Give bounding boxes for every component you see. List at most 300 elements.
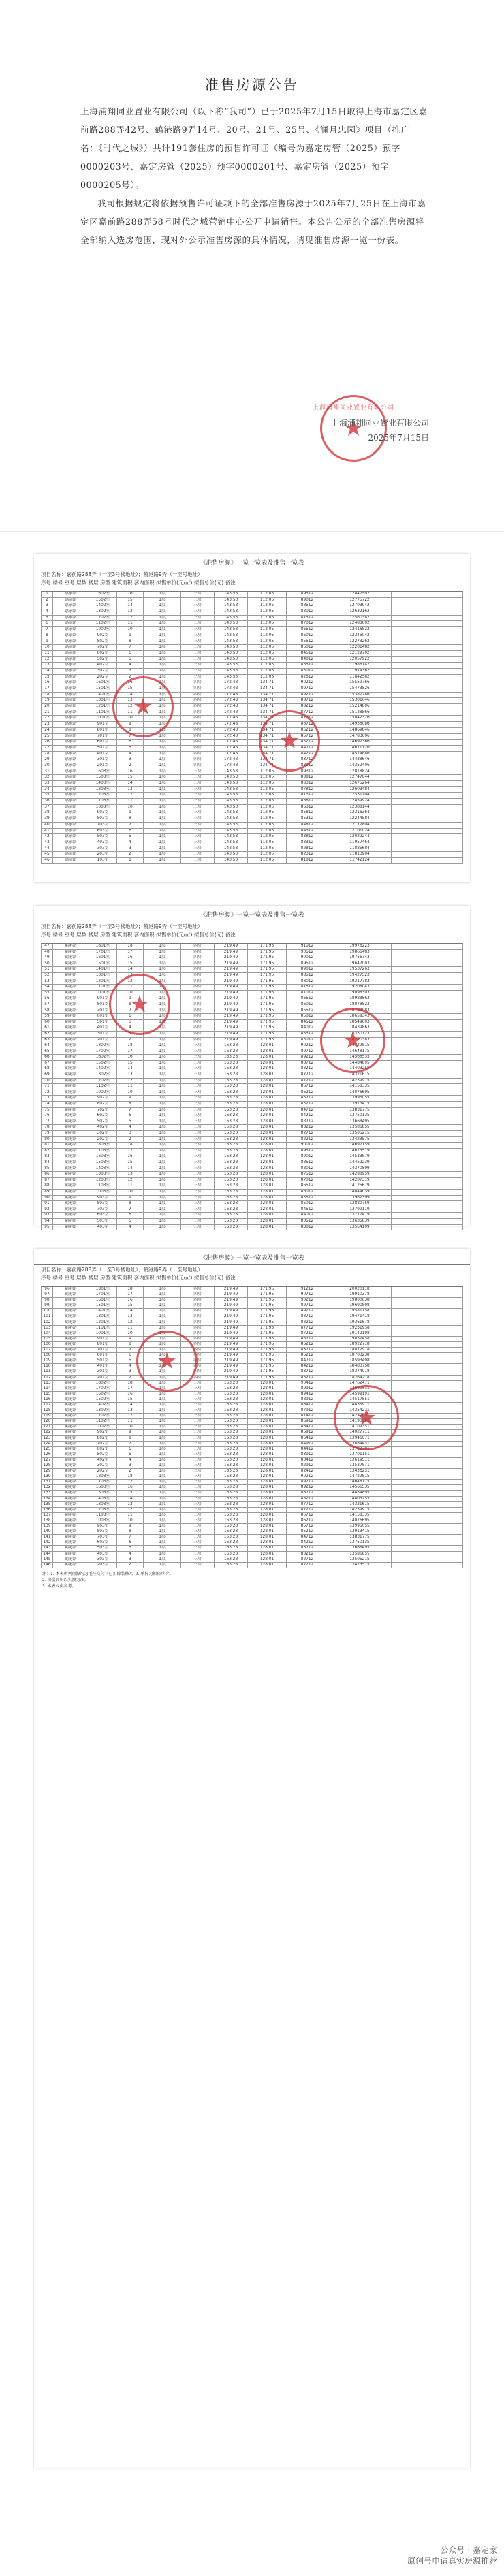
table-cell: 163.28: [215, 1207, 248, 1213]
table-cell: 78: [41, 1125, 53, 1130]
table-cell: 1203室: [89, 1178, 117, 1183]
table-cell: 86312: [287, 805, 328, 810]
table-cell: 15: [117, 598, 144, 603]
table-cell: 鹤港路: [53, 1408, 89, 1413]
table-cell: 1003室: [89, 805, 117, 810]
table-cell: 1802室: [89, 1381, 117, 1386]
table-cell: 1层: [144, 698, 181, 703]
table-cell: 87012: [287, 1178, 328, 1183]
table-cell: 117: [41, 1403, 53, 1408]
table-cell: 三房: [181, 1090, 215, 1096]
table-cell: 1701室: [89, 950, 117, 955]
table-cell: 四房: [181, 955, 215, 961]
table-cell: 嘉前路: [53, 763, 89, 769]
table-cell: [392, 1049, 463, 1055]
table-cell: 163.28: [215, 1392, 248, 1397]
table-cell: 1202室: [89, 1414, 117, 1418]
table-cell: 鹤港路: [53, 1358, 89, 1363]
table-cell: 85512: [287, 639, 328, 645]
table-cell: 83412: [287, 1458, 328, 1463]
table-cell: 163.28: [215, 1540, 248, 1545]
table-cell: 11: [117, 1419, 144, 1424]
table-cell: 84212: [287, 752, 328, 757]
table-cell: 7: [41, 627, 53, 633]
table-cell: 1603室: [89, 769, 117, 775]
table-cell: [392, 1287, 463, 1292]
table-cell: 嘉前路: [53, 616, 89, 621]
table-cell: 14352406: [328, 763, 392, 769]
table-cell: 83012: [287, 669, 328, 674]
table-cell: [392, 991, 463, 996]
table-row: [41, 1535, 463, 1540]
table-cell: 87712: [287, 710, 328, 716]
table-cell: 105: [41, 1337, 53, 1341]
table-cell: 83712: [287, 757, 328, 763]
table-cell: 163.28: [215, 1386, 248, 1391]
table-cell: 10: [117, 1518, 144, 1523]
table-cell: 19976223: [328, 944, 392, 949]
table-cell: 1101室: [89, 710, 117, 716]
table-row: [41, 1072, 463, 1079]
table-cell: 113: [41, 1381, 53, 1386]
table-cell: 96: [41, 1287, 53, 1292]
table-cell: 鹤港路: [53, 1303, 89, 1308]
table-cell: 171.95: [248, 985, 287, 990]
table-cell: 三房: [181, 1096, 215, 1101]
table-cell: 30: [41, 763, 53, 769]
table-cell: 1层: [144, 769, 181, 775]
table-cell: 四房: [181, 1025, 215, 1031]
table-cell: 1层: [144, 734, 181, 740]
table-cell: 128.01: [248, 1172, 287, 1177]
table-cell: 38: [41, 810, 53, 816]
table-cell: 603室: [89, 829, 117, 834]
table-cell: 112.05: [248, 799, 287, 804]
table-cell: 嘉前路: [53, 840, 89, 846]
table-cell: 12: [117, 979, 144, 985]
table-cell: 42: [41, 834, 53, 840]
table-cell: 鹤港路: [53, 1502, 89, 1507]
table-cell: [392, 950, 463, 955]
table-cell: 128.01: [248, 1149, 287, 1154]
table-cell: [392, 1225, 463, 1230]
table-cell: 1003室: [89, 1190, 117, 1195]
table-cell: 87712: [287, 1326, 328, 1331]
table-cell: [392, 1485, 463, 1490]
table-row: [41, 1178, 463, 1184]
table-row: [41, 1225, 463, 1231]
table-cell: 134.71: [248, 704, 287, 710]
table-cell: 14697159: [328, 1143, 392, 1148]
table-cell: [392, 1292, 463, 1297]
table-cell: 1层: [144, 1381, 181, 1386]
table-cell: 163.28: [215, 1096, 248, 1101]
table-cell: 18769083: [328, 1008, 392, 1014]
table-cell: 1002室: [89, 1425, 117, 1429]
table-cell: 4: [41, 609, 53, 615]
table-cell: 11742124: [328, 858, 392, 863]
table-cell: 902室: [89, 633, 117, 639]
table-cell: 163.28: [215, 1190, 248, 1195]
table-cell: 219.49: [215, 1358, 248, 1363]
table-cell: 1层: [144, 746, 181, 751]
table-cell: 四房: [181, 1314, 215, 1319]
table-cell: 203室: [89, 1563, 117, 1568]
table-cell: 603室: [89, 1540, 117, 1545]
table-cell: 三房: [181, 1079, 215, 1084]
table-cell: 1002室: [89, 1090, 117, 1096]
table-cell: 84512: [287, 651, 328, 656]
table-cell: 1层: [144, 1008, 181, 1014]
table-cell: 14566535: [328, 1485, 392, 1490]
table-cell: 嘉前路: [53, 787, 89, 793]
table-cell: 三房: [181, 1436, 215, 1441]
table-cell: 1503室: [89, 1160, 117, 1166]
table-row: [41, 1038, 463, 1044]
table-cell: 112.05: [248, 669, 287, 674]
table-cell: 163.28: [215, 1143, 248, 1148]
table-cell: 26: [41, 740, 53, 745]
table-cell: 13946071: [328, 1436, 392, 1441]
table-cell: 83512: [287, 663, 328, 668]
table-cell: 143.53: [215, 669, 248, 674]
table-cell: 1701室: [89, 1292, 117, 1297]
table-cell: 163.28: [215, 1201, 248, 1207]
table-cell: 嘉前路: [53, 704, 89, 710]
table-cell: 鹤港路: [53, 1292, 89, 1297]
table-cell: 128.01: [248, 1196, 287, 1201]
table-cell: [392, 1108, 463, 1113]
table-cell: [392, 967, 463, 972]
table-row: [41, 1546, 463, 1551]
table-cell: 18: [117, 944, 144, 949]
table-cell: 1302室: [89, 1408, 117, 1413]
table-cell: 1层: [144, 1326, 181, 1331]
table-cell: 14783606: [328, 734, 392, 740]
table-cell: 132: [41, 1485, 53, 1490]
table-cell: 46: [41, 858, 53, 863]
table-row: [41, 763, 463, 769]
table-cell: [392, 1546, 463, 1551]
table-cell: 三房: [181, 1043, 215, 1049]
table-cell: 128.01: [248, 1436, 287, 1441]
table-cell: 172.48: [215, 763, 248, 769]
table-cell: 219.49: [215, 1008, 248, 1014]
table-cell: 143.53: [215, 651, 248, 656]
table-cell: [392, 834, 463, 840]
table-row: [41, 651, 463, 657]
table-cell: 1层: [144, 1442, 181, 1446]
table-cell: 1层: [144, 1061, 181, 1066]
table-cell: 87512: [287, 985, 328, 990]
table-cell: 87912: [287, 1408, 328, 1413]
table-cell: 1层: [144, 639, 181, 645]
table-row: [41, 710, 463, 716]
table-cell: 14484895: [328, 1491, 392, 1495]
table-cell: 嘉前路: [53, 657, 89, 663]
table-cell: 四房: [181, 1337, 215, 1341]
table-cell: 鹤港路: [53, 1447, 89, 1452]
table-cell: [392, 1090, 463, 1096]
table-cell: 4: [117, 1364, 144, 1369]
table-cell: 1601室: [89, 1298, 117, 1303]
table-cell: 163.28: [215, 1154, 248, 1160]
notice-body: [80, 102, 428, 249]
table-cell: 13668495: [328, 1119, 392, 1125]
table-cell: 60: [41, 1020, 53, 1025]
table-cell: 19471418: [328, 1314, 392, 1319]
table-cell: 90512: [287, 950, 328, 955]
table-cell: 163.28: [215, 1125, 248, 1130]
table-cell: 9: [117, 1430, 144, 1435]
table-cell: 12818824: [328, 769, 392, 775]
table-cell: 5: [117, 657, 144, 663]
table-cell: 13619511: [328, 1458, 392, 1463]
table-cell: [392, 1178, 463, 1183]
table-cell: 219.49: [215, 1292, 248, 1297]
table-cell: 87712: [287, 1502, 328, 1507]
table-cell: 15042326: [328, 716, 392, 721]
seal-text: 上海浦翔同业置业有限公司: [312, 404, 395, 411]
table-cell: 503室: [89, 1219, 117, 1224]
table-row: [41, 1502, 463, 1508]
table-cell: 16: [41, 680, 53, 686]
table-cell: 1301室: [89, 1314, 117, 1319]
table-cell: [392, 1125, 463, 1130]
table-cell: 12675264: [328, 781, 392, 786]
table-cell: 219.49: [215, 1369, 248, 1374]
table-row: [41, 1485, 463, 1491]
table-cell: 128.01: [248, 1090, 287, 1096]
table-cell: 84012: [287, 1025, 328, 1031]
table-cell: 14435911: [328, 1403, 392, 1408]
table-cell: 163.28: [215, 1546, 248, 1551]
table-cell: 四房: [181, 1358, 215, 1363]
table-cell: 219.49: [215, 1326, 248, 1331]
table-cell: [392, 1386, 463, 1391]
table-cell: [392, 1309, 463, 1314]
table-cell: 13: [117, 1314, 144, 1319]
table-cell: 三房: [181, 639, 215, 645]
table-cell: 13782791: [328, 1447, 392, 1452]
table-cell: 92: [41, 1207, 53, 1213]
table-cell: 100: [41, 1309, 53, 1314]
table-cell: 87212: [287, 1079, 328, 1084]
table-cell: [392, 1113, 463, 1119]
table-cell: [392, 1452, 463, 1457]
table-row: [41, 979, 463, 985]
table-cell: [392, 616, 463, 621]
table-cell: 89712: [287, 1303, 328, 1308]
footnote: 2. 房屋面积以实测为准。: [42, 1577, 89, 1583]
table-cell: 1层: [144, 950, 181, 955]
table-cell: 112.05: [248, 627, 287, 633]
table-cell: 14076695: [328, 1090, 392, 1096]
table-cell: [392, 816, 463, 822]
table-row: [41, 1469, 463, 1474]
table-cell: 503室: [89, 834, 117, 840]
table-cell: 1层: [144, 985, 181, 990]
table-cell: 5: [41, 616, 53, 621]
table-cell: 128.01: [248, 1403, 287, 1408]
table-cell: 703室: [89, 823, 117, 828]
table-cell: 嘉前路: [53, 680, 89, 686]
table-cell: 89312: [287, 769, 328, 775]
table-cell: 20020118: [328, 1287, 392, 1292]
table-cell: 1层: [144, 669, 181, 674]
table-cell: 8: [117, 816, 144, 822]
table-cell: 鹤港路: [53, 991, 89, 996]
table-cell: 163.28: [215, 1183, 248, 1189]
table-cell: 18703238: [328, 1353, 392, 1358]
table-cell: 13995055: [328, 1524, 392, 1529]
table-cell: [392, 693, 463, 698]
watermark: [407, 2545, 497, 2566]
table-cell: 1层: [144, 598, 181, 603]
table-cell: [392, 1298, 463, 1303]
table-cell: 87212: [287, 716, 328, 721]
table-cell: [392, 1201, 463, 1207]
table-cell: 嘉前路: [53, 781, 89, 786]
table-cell: 3: [117, 1557, 144, 1562]
table-row: [41, 1436, 463, 1442]
table-cell: 112.05: [248, 663, 287, 668]
table-cell: 83512: [287, 1032, 328, 1037]
table-cell: 118: [41, 1408, 53, 1413]
table-row: [41, 1102, 463, 1108]
table-cell: 146: [41, 1563, 53, 1568]
table-cell: 1302室: [89, 1072, 117, 1078]
table-cell: 143.53: [215, 603, 248, 609]
table-cell: 58: [41, 1008, 53, 1014]
table-cell: 18878823: [328, 1002, 392, 1008]
table-cell: 901室: [89, 1337, 117, 1341]
table-cell: 四房: [181, 1342, 215, 1347]
table-cell: 112.05: [248, 598, 287, 603]
table-cell: 16: [117, 1485, 144, 1490]
table-cell: 163.28: [215, 1535, 248, 1540]
table-cell: [392, 1408, 463, 1413]
table-cell: 1603室: [89, 1485, 117, 1490]
table-cell: 鹤港路: [53, 955, 89, 961]
table-cell: 鹤港路: [53, 1196, 89, 1201]
table-row: [41, 1125, 463, 1131]
table-cell: 11: [117, 1183, 144, 1189]
table-cell: 13995055: [328, 1096, 392, 1101]
table-cell: 11: [117, 1084, 144, 1090]
table-cell: 1801室: [89, 1287, 117, 1292]
table-cell: 502室: [89, 657, 117, 663]
table-cell: 鹤港路: [53, 1436, 89, 1441]
table-cell: 48: [41, 950, 53, 955]
table-cell: 15: [41, 675, 53, 680]
table-cell: 1层: [144, 810, 181, 816]
table-cell: 128.01: [248, 1497, 287, 1501]
table-cell: 16: [117, 1154, 144, 1160]
table-cell: 1102室: [89, 1419, 117, 1424]
table-cell: 402室: [89, 1458, 117, 1463]
table-cell: 1层: [144, 1014, 181, 1019]
table-cell: 87712: [287, 1072, 328, 1078]
table-cell: 112.05: [248, 639, 287, 645]
table-cell: 四房: [181, 686, 215, 692]
table-cell: 163.28: [215, 1497, 248, 1501]
table-cell: 84212: [287, 1364, 328, 1369]
table-cell: 1层: [144, 1529, 181, 1534]
table-cell: 88412: [287, 1403, 328, 1408]
table-cell: 14076695: [328, 1518, 392, 1523]
table-cell: [392, 823, 463, 828]
table-cell: 128.01: [248, 1137, 287, 1143]
table-cell: 嘉前路: [53, 752, 89, 757]
table-cell: 303室: [89, 846, 117, 852]
table-cell: 三房: [181, 1425, 215, 1429]
table-cell: 1层: [144, 1287, 181, 1292]
table-cell: 三房: [181, 1108, 215, 1113]
table-cell: 82312: [287, 852, 328, 857]
table-cell: 401室: [89, 752, 117, 757]
table-cell: 1层: [144, 1463, 181, 1468]
table-cell: 三房: [181, 1540, 215, 1545]
table-cell: 88512: [287, 973, 328, 979]
table-cell: 1层: [144, 1303, 181, 1308]
table-cell: 四房: [181, 728, 215, 733]
table-cell: 172.48: [215, 686, 248, 692]
table-cell: 128.01: [248, 1419, 287, 1424]
table-cell: 112.05: [248, 840, 287, 846]
table-cell: 14207319: [328, 1178, 392, 1183]
table-cell: 172.48: [215, 680, 248, 686]
table-cell: 三房: [181, 1386, 215, 1391]
table-cell: 2: [41, 598, 53, 603]
table-cell: 12775722: [328, 598, 392, 603]
table-cell: 81: [41, 1143, 53, 1148]
table-cell: 1层: [144, 799, 181, 804]
table-cell: 14729815: [328, 1474, 392, 1479]
table-cell: [392, 1369, 463, 1374]
table-cell: 128.01: [248, 1225, 287, 1230]
table-cell: [392, 1303, 463, 1308]
table-cell: 鹤港路: [53, 1025, 89, 1031]
table-cell: 82812: [287, 846, 328, 852]
table-cell: 鹤港路: [53, 1201, 89, 1207]
table-cell: [392, 799, 463, 804]
table-cell: 1103室: [89, 1513, 117, 1518]
table-cell: 1303室: [89, 1172, 117, 1177]
table-cell: 83812: [287, 834, 328, 840]
table-cell: [392, 1342, 463, 1347]
table-cell: 鹤港路: [53, 1540, 89, 1545]
table-cell: 128.01: [248, 1529, 287, 1534]
table-cell: 802室: [89, 1436, 117, 1441]
table-cell: 12029244: [328, 834, 392, 840]
table-cell: 128.01: [248, 1219, 287, 1224]
table-cell: 86012: [287, 1002, 328, 1008]
table-cell: [392, 633, 463, 639]
table-cell: 86: [41, 1172, 53, 1177]
table-cell: 82212: [287, 1563, 328, 1568]
table-cell: 鹤港路: [53, 1072, 89, 1078]
table-cell: 13799119: [328, 1207, 392, 1213]
table-row: [41, 1149, 463, 1155]
table-cell: [392, 1119, 463, 1125]
notice-paragraph-2: 我司根据规定将依据预售许可证项下的全部准售房源于2025年7月25日在上海市嘉定区嘉前路288弄58号时代之城营销中心公开申请销售。本公告公示的全部准售房源将全部纳入选房范围，现对外公示准售房源的具体情况，请见准售房源一览一份表。: [80, 198, 426, 245]
table-cell: 四房: [181, 950, 215, 955]
table-cell: 嘉前路: [53, 663, 89, 668]
table-cell: 12: [117, 704, 144, 710]
table-cell: 1层: [144, 840, 181, 846]
table-cell: 83212: [287, 1552, 328, 1557]
